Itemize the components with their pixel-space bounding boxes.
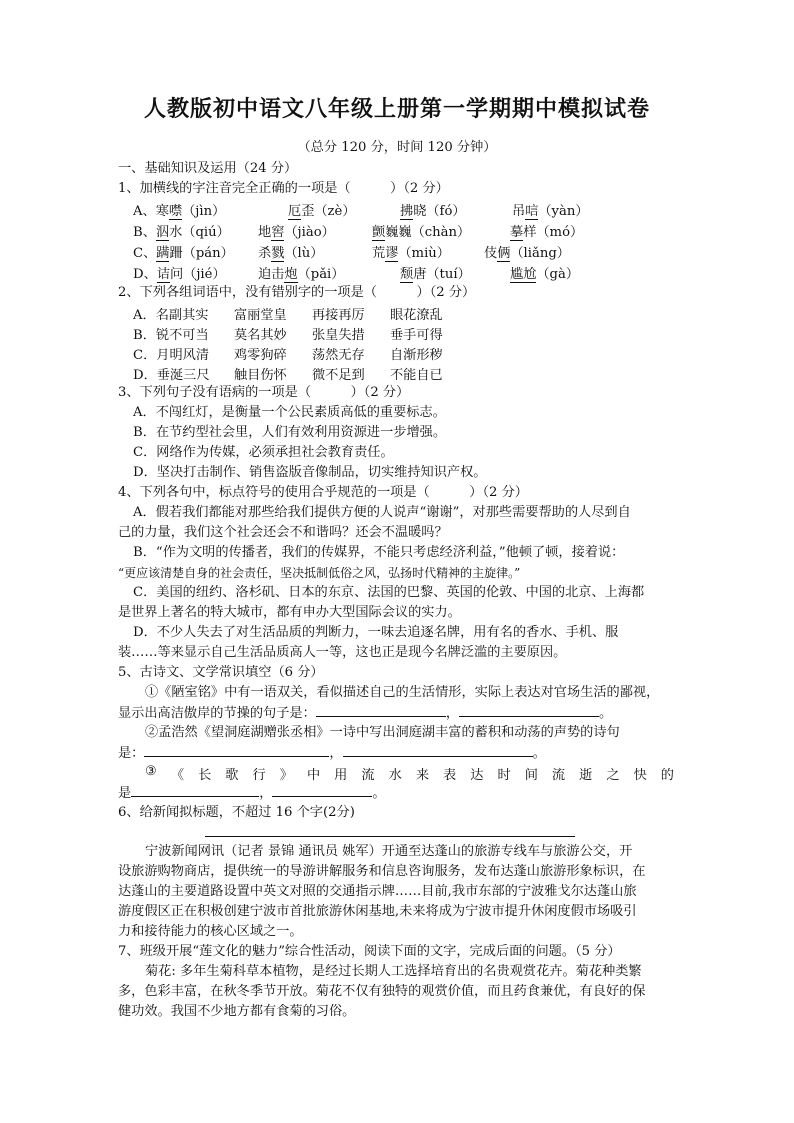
exam-subtitle: （总分 120 分，时间 120 分钟） [297, 140, 497, 155]
q1-option-b: B、泅水（qiú） [133, 225, 230, 240]
question-5-stem: 5、古诗文、文学常识填空（6 分） [118, 665, 324, 680]
question-4-stem: 4、下列各句中，标点符号的使用合乎规范的一项是（ ）（2 分） [118, 485, 528, 500]
q1-a-4: 吊唁（yàn） [512, 204, 589, 219]
spread-character: 表 [443, 768, 457, 783]
q4-option-c-line1: C．美国的纽约、洛杉矶、日本的东京、法国的巴黎、英国的伦敦、中国的北京、上海都 [133, 585, 645, 600]
answer-blank[interactable] [144, 744, 329, 757]
news-paragraph-line: 游度假区正在积极创建宁波市首批旅游休闲基地,未来将成为宁波市提升休闲度假市场吸引 [118, 904, 637, 919]
q2-option-word: 张皇失措 [312, 328, 365, 343]
q5-item2-line1: ②孟浩然《望洞庭湖赠张丞相》一诗中写出洞庭湖丰富的蓄积和动荡的声势的诗句 [145, 725, 620, 740]
news-paragraph-line: 力和接待能力的核心区域之一。 [118, 924, 303, 939]
q2-option-word: 垂手可得 [390, 328, 443, 343]
q1-d-2: 迫击炮（pǎi） [258, 267, 345, 282]
spread-character: 流 [551, 768, 566, 783]
answer-blank[interactable] [272, 784, 372, 797]
q3-option-a: A．不闯红灯，是衡量一个公民素质高低的重要标志。 [133, 405, 446, 420]
q1-d-4: 尴尬（gà） [510, 267, 580, 282]
q4-option-a-line1: A．假若我们都能对那些给我们提供方便的人说声“谢谢”，对那些需要帮助的人尽到自 [133, 505, 631, 520]
question-2-stem: 2、下列各组词语中，没有错别字的一项是（ ）（2 分） [118, 285, 476, 300]
spread-character: 逝 [579, 768, 593, 783]
spread-character: 《 [170, 768, 185, 783]
q4-option-d-line2: 装……等来显示自己生活品质高人一等，这也正是现今名牌泛滥的主要原因。 [118, 645, 567, 660]
spread-character: 之 [606, 768, 620, 783]
q2-option-word: 自渐形秽 [390, 348, 443, 363]
q1-d-3: 颓唐（tuí） [400, 267, 471, 282]
spread-character: 中 [306, 768, 321, 783]
question-6-stem: 6、给新闻拟标题，不超过 16 个字(2分) [118, 805, 355, 820]
q1-a-3: 拂晓（fó） [400, 204, 466, 219]
q2-option-word: B．锐不可当 [133, 328, 209, 343]
q2-option-word: 微不足到 [312, 368, 365, 383]
q1-a-2: 厄歪（zè） [288, 204, 356, 219]
q2-option-word: D．垂涎三尺 [133, 368, 210, 383]
q1-option-c: C、蹒跚（pán） [133, 246, 234, 261]
q3-option-c: C．网络作为传媒，必须承担社会教育责任。 [133, 445, 394, 460]
spread-character: 来 [415, 768, 430, 783]
q2-option-word: 眼花潦乱 [390, 308, 443, 323]
q4-option-c-line2: 是世界上著名的特大城市，都有申办大型国际会议的实力。 [118, 605, 461, 620]
spread-character: 水 [388, 768, 402, 783]
q2-option-word: A．名副其实 [133, 308, 209, 323]
q1-b-4: 摹样（mó） [510, 225, 584, 240]
spread-character: 歌 [225, 768, 239, 783]
spread-character: ③ [145, 764, 157, 779]
spread-character: 流 [361, 768, 375, 783]
q1-c-2: 杀戮（lù） [258, 246, 324, 261]
q3-option-d: D．坚决打击制作、销售盗版音像制品，切实维持知识产权。 [133, 465, 487, 480]
q2-option-word: 富丽堂皇 [234, 308, 287, 323]
q2-option-word: 再接再厉 [312, 308, 365, 323]
q5-item2-line2: 是： ， 。 [118, 746, 546, 761]
q5-item1-line2: 显示出高洁傲岸的节操的句子是： ， 。 [118, 706, 613, 721]
answer-blank[interactable] [459, 704, 599, 717]
q2-option-word: 触目伤怀 [234, 368, 287, 383]
spread-character: 快 [633, 768, 647, 783]
passage-line: 多，色彩丰富，在秋冬季节开放。菊花不仅有独特的观赏价值，而且药食兼优，有良好的保 [118, 984, 646, 999]
spread-character: 行 [252, 768, 266, 783]
spread-character: 间 [524, 768, 538, 783]
q5-item3-line1 [145, 764, 674, 783]
q2-option-word: 不能自已 [390, 368, 443, 383]
q4-option-b-line2: “更应该清楚自身的社会责任，坚决抵制低俗之风，弘扬时代精神的主旋律。” [118, 566, 521, 580]
q1-b-3: 颤巍巍（chàn） [372, 225, 471, 240]
q2-option-word: 莫名其妙 [234, 328, 287, 343]
news-paragraph-line: 达蓬山的主要道路设置中英文对照的交通指示牌……目前,我市东部的宁波雅戈尔达蓬山旅 [118, 884, 637, 899]
headline-answer-line[interactable] [205, 836, 575, 837]
q2-option-word: 鸡零狗碎 [234, 348, 287, 363]
q5-item1-line1: ①《陋室铭》中有一语双关，看似描述自己的生活情形，实际上表达对官场生活的鄙视， [145, 685, 660, 700]
spread-character: 》 [279, 768, 293, 783]
q1-c-3: 荒谬（miù） [372, 246, 450, 261]
q5-item3-line2: 是 ， 。 [118, 786, 386, 801]
q1-b-2: 地窖（jiào） [258, 225, 335, 240]
spread-character: 时 [497, 768, 511, 783]
spread-character: 达 [470, 768, 484, 783]
section-heading: 一、基础知识及运用（24 分） [118, 161, 298, 176]
question-3-stem: 3、下列句子没有语病的一项是（ ）（2 分） [118, 385, 410, 400]
question-7-stem: 7、班级开展“莲文化的魅力”综合性活动，阅读下面的文字，完成后面的问题。（5 分） [118, 944, 621, 959]
q4-option-a-line2: 己的力量，我们这个社会还会不和谐吗？还会不温暖吗？ [118, 525, 448, 540]
q4-option-b-line1: B．“作为文明的传播者，我们的传媒界，不能只考虑经济利益，”他顿了顿，接着说： [133, 545, 625, 560]
q3-option-b: B．在节约型社会里，人们有效利用资源进一步增强。 [133, 425, 447, 440]
exam-title: 人教版初中语文八年级上册第一学期期中模拟试卷 [143, 96, 650, 122]
spread-character: 用 [334, 768, 348, 783]
q4-option-d-line1: D．不少人失去了对生活品质的判断力，一味去追逐名牌，用有名的香水、手机、服 [133, 625, 619, 640]
spread-character: 长 [198, 768, 212, 783]
q2-option-word: C．月明风清 [133, 348, 210, 363]
answer-blank[interactable] [131, 784, 259, 797]
q1-c-4: 伎俩（liǎng） [484, 246, 570, 261]
answer-blank[interactable] [316, 704, 446, 717]
q1-option-a: A、寒噤（jìn） [133, 204, 226, 219]
news-paragraph-line: 设旅游购物商店，提供统一的导游讲解服务和信息咨询服务，发布达蓬山旅游形象标识，在 [118, 864, 646, 879]
passage-line: 健功效。我国不少地方都有食菊的习俗。 [118, 1004, 356, 1019]
q1-option-d: D、诘问（jié） [133, 267, 226, 282]
passage-line: 菊花: 多年生菊科草本植物，是经过长期人工选择培育出的名贵观赏花卉。菊花种类繁 [145, 964, 642, 979]
news-paragraph-line: 宁波新闻网讯（记者 景锦 通讯员 姚军）开通至达蓬山的旅游专线车与旅游公交，开 [145, 844, 633, 859]
spread-character: 的 [660, 768, 674, 783]
q2-option-word: 荡然无存 [312, 348, 365, 363]
answer-blank[interactable] [343, 744, 533, 757]
question-1-stem: 1、加横线的字注音完全正确的一项是（ ）（2 分） [118, 181, 449, 196]
